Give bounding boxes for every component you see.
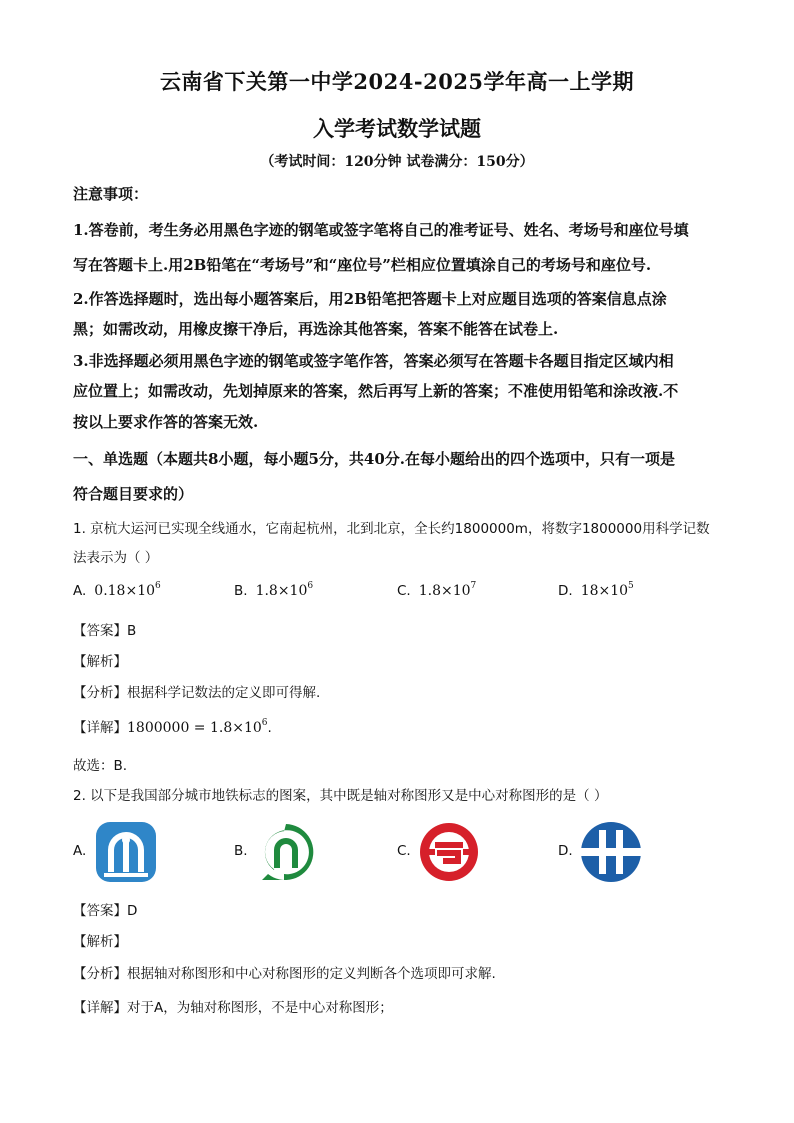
notes-line: 3.非选择题必须用黑色字迹的钢笔或签字笔作答，答案必须写在答题卡各题目指定区域内相 [73,352,674,370]
q2-stem: 2. 以下是我国部分城市地铁标志的图案，其中既是轴对称图形又是中心对称图形的是（ ） [73,788,608,804]
q1-option-b: B. $1.8\times 10^6$ [234,581,314,599]
notes-line: 1.答卷前，考生务必用黑色字迹的钢笔或签字笔将自己的准考证号、姓名、考场号和座位号填 [73,221,689,239]
exam-time-info: （考试时间：120分钟 试卷满分：150分） [260,154,534,170]
q1-detail: 【详解】$1800000 = 1.8\times 10^6$. [73,718,272,736]
q2-option-c-label: C. [397,843,411,859]
q2-option-b-label: B. [234,843,248,859]
q2-answer: 【答案】D [73,903,138,919]
notes-line: 黑；如需改动，用橡皮擦干净后，再选涂其他答案，答案不能答在试卷上. [73,320,559,338]
q2-analysis: 【分析】根据轴对称图形和中心对称图形的定义判断各个选项即可求解. [73,966,496,982]
q2-option-a-label: A. [73,843,87,859]
q1-stem-cont: 法表示为（ ） [73,550,159,566]
q1-option-a: A. $0.18\times 10^6$ [73,581,161,599]
subway-logo-b-icon [254,820,318,884]
notes-line: 按以上要求作答的答案无效. [73,413,259,431]
exam-subtitle-title: 入学考试数学试题 [313,116,481,141]
q1-option-d: D. $18\times 10^5$ [558,581,634,599]
subway-logo-c-icon [417,820,481,884]
subway-logo-a-icon [94,820,158,884]
section-heading-cont: 符合题目要求的） [73,485,194,503]
q1-stem: 1. 京杭大运河已实现全线通水，它南起杭州，北到北京，全长约1800000m，将数字1800000用科学记数 [73,521,710,537]
notes-line: 2.作答选择题时，选出每小题答案后，用2B铅笔把答题卡上对应题目选项的答案信息点涂 [73,290,667,308]
q1-analysis: 【分析】根据科学记数法的定义即可得解. [73,685,321,701]
q2-option-d-label: D. [558,843,573,859]
exam-title: 云南省下关第一中学2024-2025学年高一上学期 [159,69,635,94]
notes-heading: 注意事项： [73,185,149,203]
notes-line: 写在答题卡上.用2B铅笔在“考场号”和“座位号”栏相应位置填涂自己的考场号和座位号. [73,256,652,274]
q1-answer: 【答案】B [73,623,137,639]
section-heading: 一、单选题（本题共8小题，每小题5分，共40分.在每小题给出的四个选项中，只有一项是 [73,450,675,468]
notes-line: 应位置上；如需改动，先划掉原来的答案，然后再写上新的答案；不准使用铅笔和涂改液.不 [73,382,679,400]
q1-conclusion: 故选：B. [73,758,128,774]
q2-analysis-heading: 【解析】 [73,934,127,950]
subway-logo-d-icon [579,820,643,884]
q2-detail: 【详解】对于A，为轴对称图形，不是中心对称图形； [73,1000,393,1016]
q1-analysis-heading: 【解析】 [73,654,127,670]
q1-option-c: C. $1.8\times 10^7$ [397,581,477,599]
